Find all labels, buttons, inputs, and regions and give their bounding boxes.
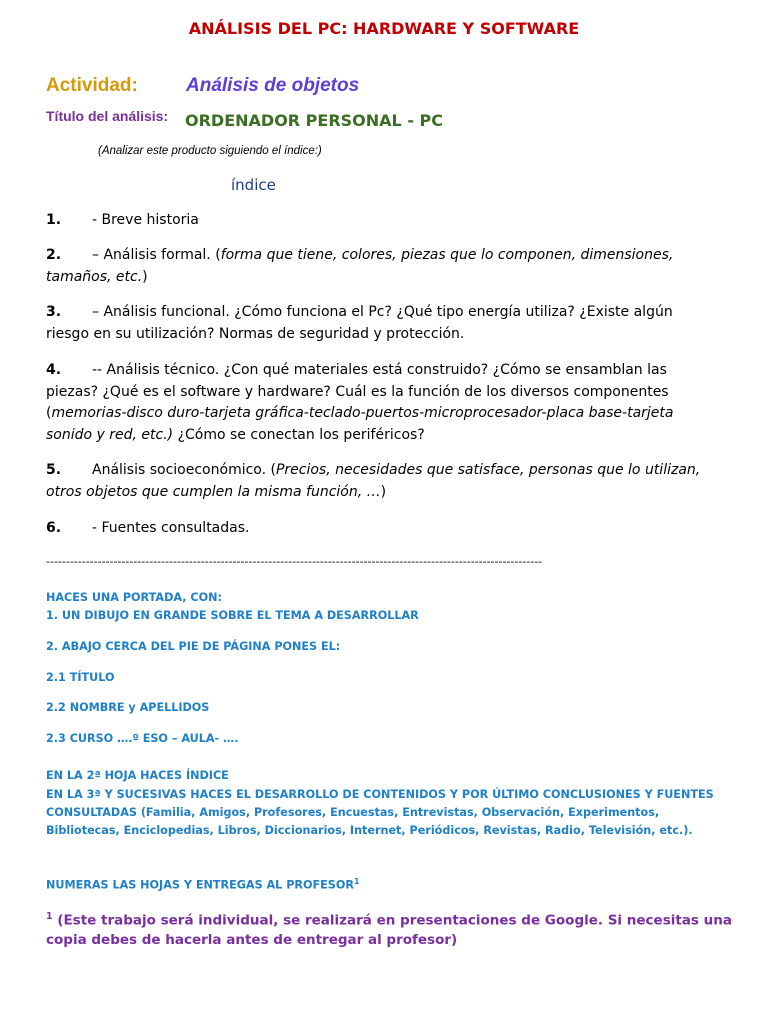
index-item — [46, 518, 706, 540]
footnote-line-1 — [46, 906, 732, 932]
index-item-number: 4. — [46, 362, 62, 378]
index-item-number: 6. — [46, 520, 62, 536]
index-item — [46, 302, 706, 345]
index-item-text: ) — [142, 268, 148, 285]
index-item-text: – Análisis formal. ( — [92, 247, 221, 263]
footnote-reference: 1 — [354, 877, 360, 886]
index-item-text: ) — [380, 483, 387, 500]
analysis-title-label: Título del análisis: — [46, 108, 169, 124]
sheets-line-2: EN LA 3ª Y SUCESIVAS HACES EL DESARROLLO DE CONTENIDOS Y POR ÚLTIMO CONCLUSIONES Y FUENTES — [46, 788, 714, 801]
document-title: ANÁLISIS DEL PC: HARDWARE Y SOFTWARE — [188, 19, 580, 38]
index-item-text: forma que tiene, colores, piezas que lo componen, dimensiones, tamaños, etc. — [46, 247, 674, 285]
index-item — [46, 245, 706, 288]
footnote-mark: 1 — [46, 911, 53, 922]
activity-label: Actividad: — [46, 75, 138, 96]
numbering-text: NUMERAS LAS HOJAS Y ENTREGAS AL PROFESOR — [46, 878, 354, 892]
analysis-title-value: ORDENADOR PERSONAL - PC — [185, 111, 443, 130]
index-item-number: 3. — [46, 304, 62, 320]
numbering-instruction — [46, 873, 359, 895]
instruction-note: (Analizar este producto siguiendo el índice:) — [98, 145, 322, 157]
footnote-line-2: copia debes de hacerla antes de entregar al profesor) — [46, 932, 458, 948]
sheets-line-4: Bibliotecas, Enciclopedias, Libros, Diccionarios, Internet, Periódicos, Revistas, Radio, Televisión, etc.). — [46, 824, 693, 837]
divider-line: ----------------------------------------------------------------------------------------------------------------------------- — [46, 555, 543, 568]
cover-line-2-2: 2.2 NOMBRE y APELLIDOS — [46, 701, 210, 714]
cover-line-2-1: 2.1 TÍTULO — [46, 671, 115, 684]
index-item-text: - Fuentes consultadas. — [92, 520, 250, 536]
index-item — [46, 360, 706, 446]
sheets-line-1: EN LA 2ª HOJA HACES ÍNDICE — [46, 769, 229, 782]
index-item — [46, 210, 706, 232]
footnote-text-1: (Este trabajo será individual, se realizará en presentaciones de Google. Si necesitas una — [52, 912, 732, 929]
cover-line-2: 2. ABAJO CERCA DEL PIE DE PÁGINA PONES EL: — [46, 640, 341, 653]
index-item-number: 1. — [46, 212, 62, 228]
cover-heading: HACES UNA PORTADA, CON: — [46, 591, 222, 604]
cover-line-2-3: 2.3 CURSO ….º ESO – AULA- …. — [46, 732, 239, 745]
index-heading: índice — [231, 176, 276, 194]
activity-value: Análisis de objetos — [186, 75, 360, 96]
index-item-number: 2. — [46, 247, 62, 263]
sheets-line-3: CONSULTADAS (Familia, Amigos, Profesores, Encuestas, Entrevistas, Observación, Experimentos, — [46, 806, 660, 819]
index-item-text: – Análisis funcional. ¿Cómo funciona el Pc? ¿Qué tipo energía utiliza? ¿Existe algún riesgo en su utilización? Normas de seguridad y protección. — [46, 304, 673, 342]
index-item-text: - Breve historia — [92, 212, 199, 228]
cover-line-1: 1. UN DIBUJO EN GRANDE SOBRE EL TEMA A DESARROLLAR — [46, 609, 419, 622]
index-item-text: ¿Cómo se conectan los periféricos? — [173, 426, 425, 443]
index-item-number: 5. — [46, 462, 62, 478]
index-item-text: memorias-disco duro-tarjeta gráfica-teclado-puertos-microprocesador-placa base-tarjeta sonido y red, etc.) — [46, 405, 674, 443]
index-item-text: Análisis socioeconómico. ( — [92, 462, 276, 478]
index-item-text: Precios, necesidades que satisface, personas que lo utilizan, otros objetos que cumplen la misma función, … — [46, 462, 701, 500]
index-item — [46, 460, 706, 503]
index-item-text: -- Análisis técnico. ¿Con qué materiales está construido? ¿Cómo se ensamblan las piezas? ¿Qué es el software y hardware? Cuál es la función de los diversos componentes ( — [46, 362, 669, 421]
